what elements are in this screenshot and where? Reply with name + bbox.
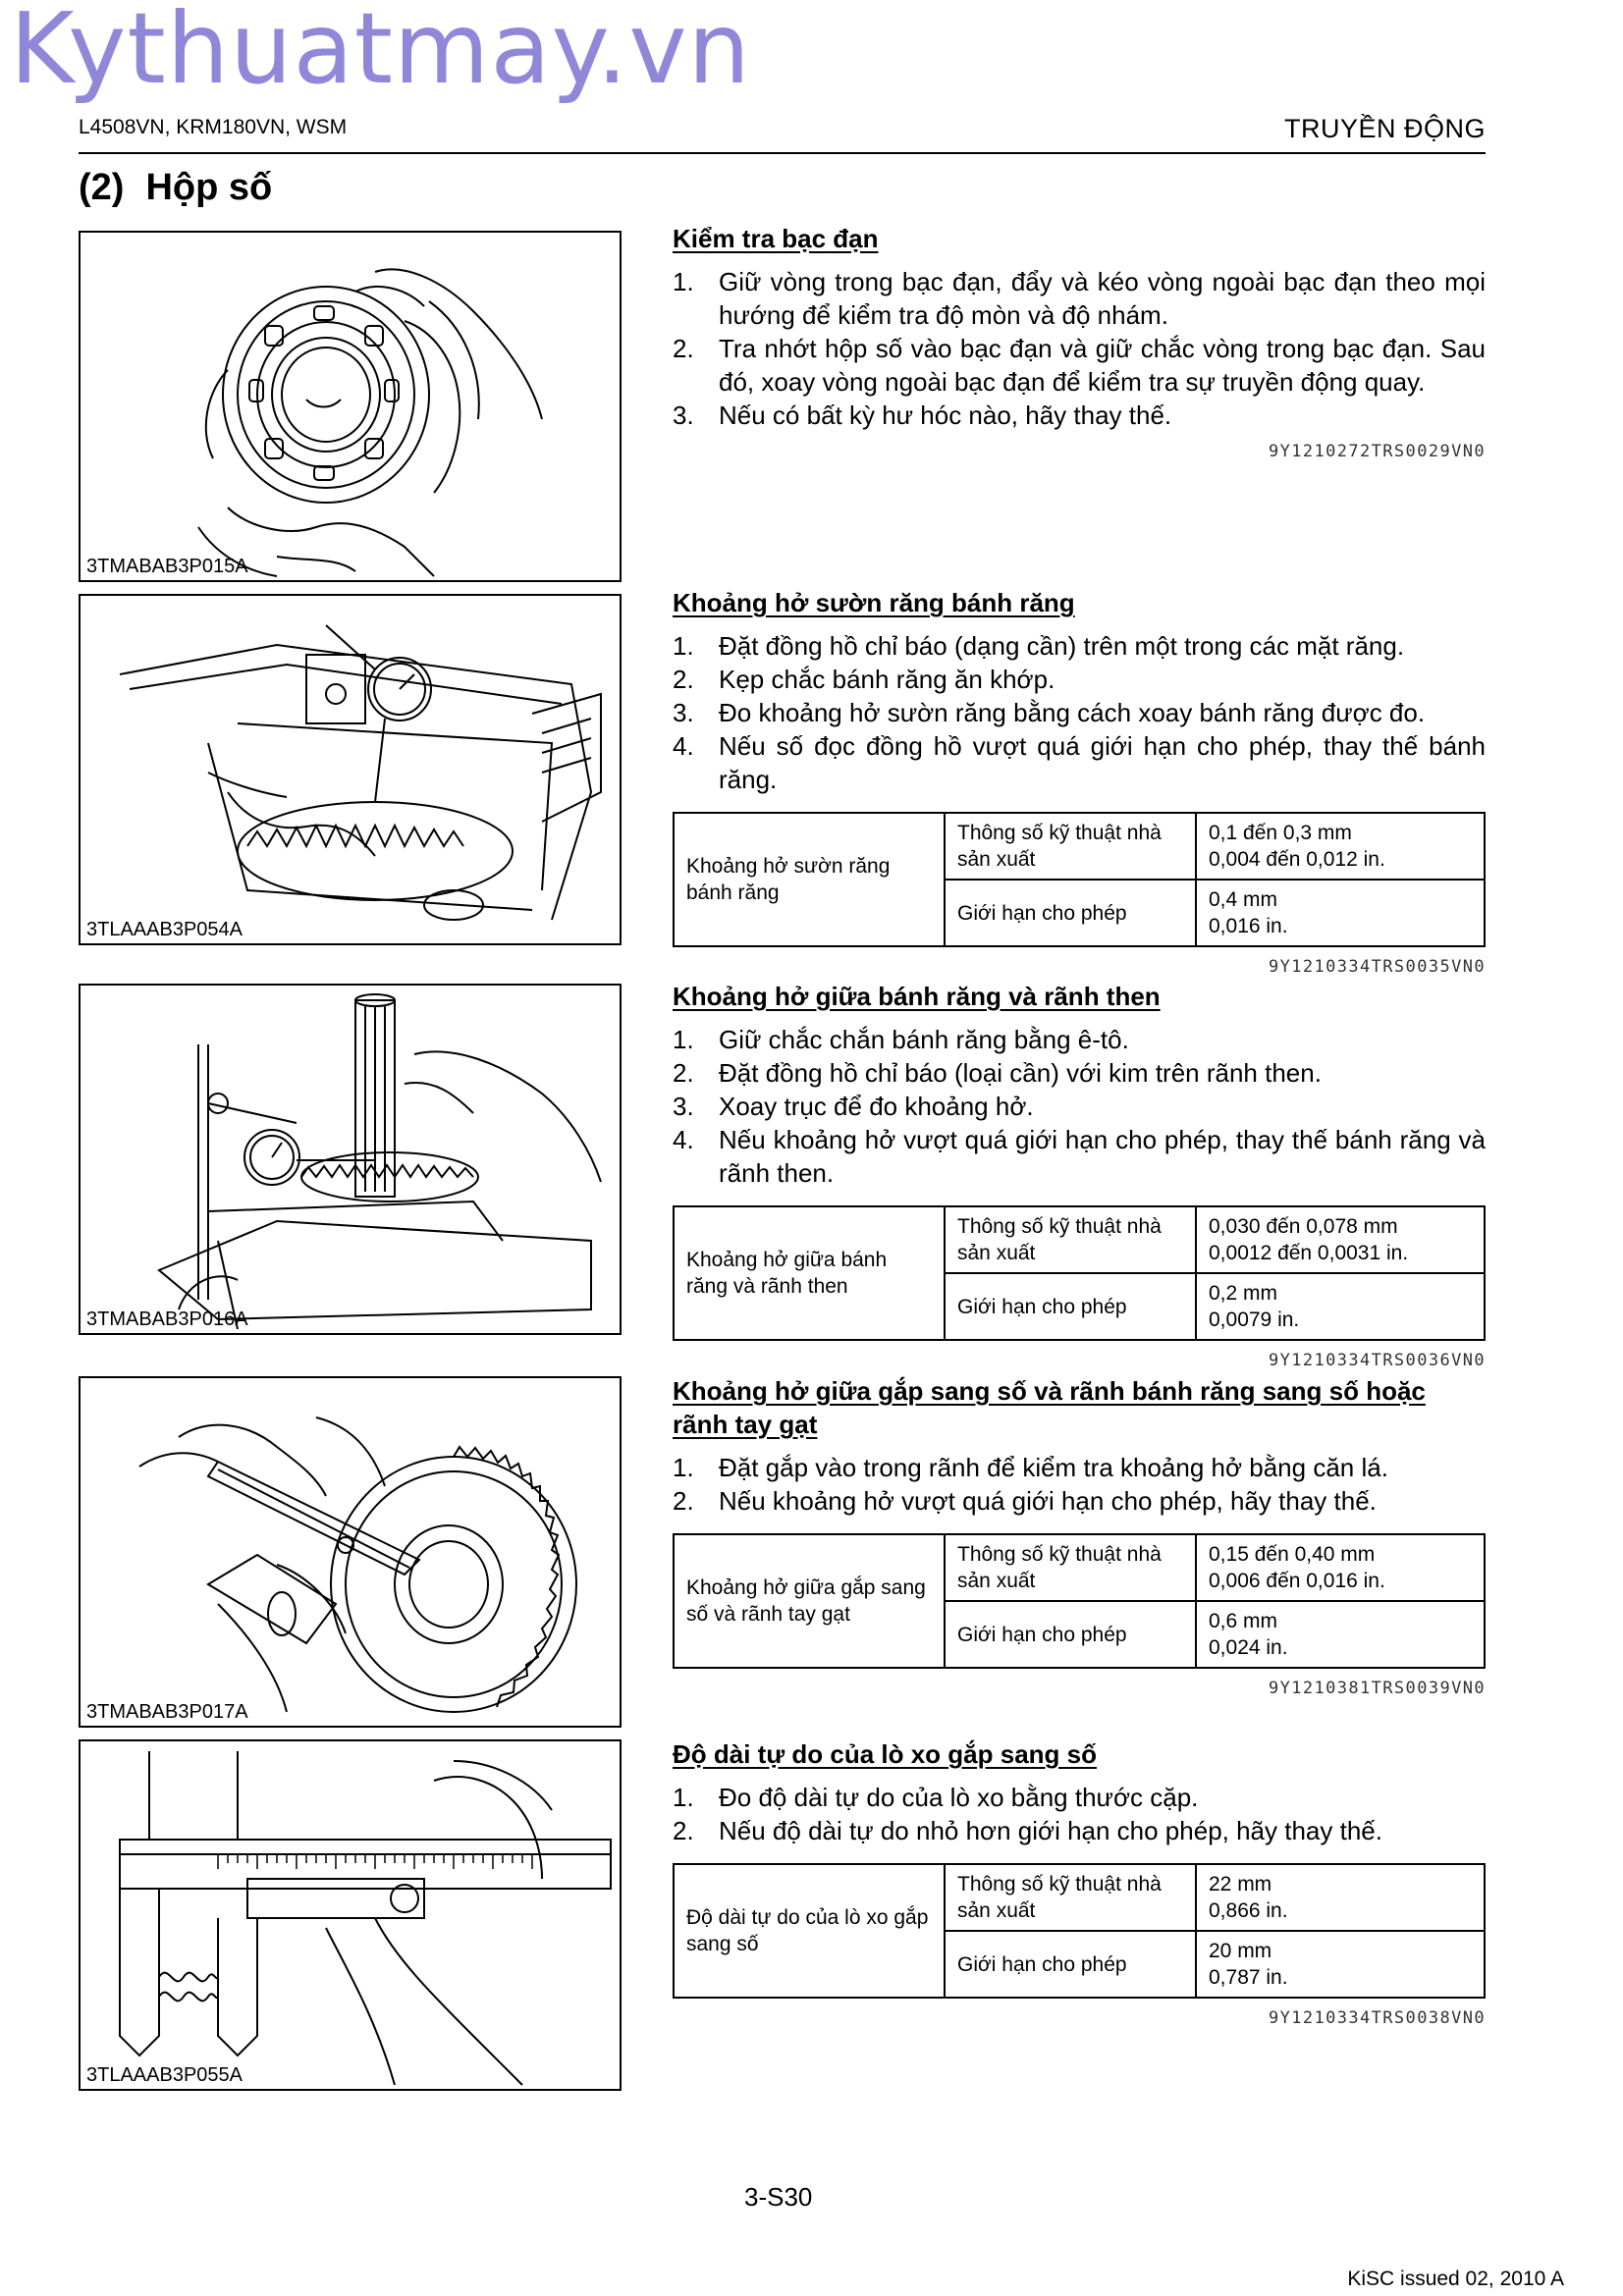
spec-value: 22 mm 0,866 in. — [1196, 1864, 1485, 1931]
step-list — [673, 629, 1486, 796]
block-bearing-check — [673, 222, 1486, 461]
spec-value: 20 mm 0,787 in. — [1196, 1931, 1485, 1998]
list-item: 1. Đo độ dài tự do của lò xo bằng thước cặp. — [673, 1783, 1199, 1812]
figure-caliper — [79, 1739, 622, 2091]
feeler-gauge-shift-fork-illustration — [81, 1378, 620, 1726]
header-divider — [79, 152, 1486, 154]
block-shift-fork — [673, 1374, 1486, 1698]
list-item: 3. Xoay trục để đo khoảng hở. — [673, 1092, 1034, 1121]
table-row — [674, 1534, 1485, 1601]
block-title: Độ dài tự do của lò xo gắp sang số — [673, 1739, 1097, 1769]
dial-indicator-gear-backlash-illustration — [81, 596, 620, 943]
section-title — [79, 167, 272, 209]
bearing-in-hands-illustration — [81, 233, 620, 580]
spec-label: Giới hạn cho phép — [945, 880, 1196, 946]
table-row — [674, 813, 1485, 880]
block-title: Kiểm tra bạc đạn — [673, 224, 879, 253]
spec-table — [673, 1205, 1486, 1341]
spec-value: 0,15 đến 0,40 mm 0,006 đến 0,016 in. — [1196, 1534, 1485, 1601]
block-title: Khoảng hở giữa bánh răng và rãnh then — [673, 982, 1161, 1011]
table-row — [674, 1206, 1485, 1273]
spec-value: 0,1 đến 0,3 mm 0,004 đến 0,012 in. — [1196, 813, 1485, 880]
section-number: (2) — [79, 167, 125, 208]
spec-label: Thông số kỹ thuật nhà sản xuất — [945, 1864, 1196, 1931]
figure-shift-fork — [79, 1376, 622, 1728]
page-number: 3-S30 — [744, 2182, 813, 2212]
step-list — [673, 1451, 1486, 1518]
document-code: 9Y1210334TRS0036VN0 — [1268, 1351, 1486, 1370]
figure-caption: 3TMABAB3P015A — [86, 556, 248, 577]
figure-caption: 3TMABAB3P016A — [86, 1308, 248, 1330]
spec-table — [673, 812, 1486, 947]
block-title: Khoảng hở sườn răng bánh răng — [673, 588, 1075, 617]
spec-label: Giới hạn cho phép — [945, 1273, 1196, 1340]
document-code: 9Y1210334TRS0035VN0 — [1268, 957, 1486, 977]
list-item: 2. Đặt đồng hồ chỉ báo (loại cần) với kim trên rãnh then. — [673, 1058, 1322, 1088]
list-item: 3. Nếu có bất kỳ hư hóc nào, hãy thay thế. — [673, 400, 1172, 430]
step-list — [673, 1781, 1486, 1847]
list-item: 2. Tra nhớt hộp số vào bạc đạn và giữ chắc vòng trong bạc đạn. Sau đó, xoay vòng ngoài bạc đạn để kiểm tra sự truyền động quay. — [673, 334, 1486, 397]
block-spring-length — [673, 1737, 1486, 2028]
list-item: 4. Nếu khoảng hở vượt quá giới hạn cho phép, thay thế bánh răng và rãnh then. — [673, 1125, 1486, 1188]
spec-value: 0,4 mm 0,016 in. — [1196, 880, 1485, 946]
block-title: Khoảng hở giữa gắp sang số và rãnh bánh răng sang số hoặc rãnh tay gạt — [673, 1376, 1426, 1439]
issue-note: KiSC issued 02, 2010 A — [1347, 2268, 1564, 2290]
header-manual-code: L4508VN, KRM180VN, WSM — [79, 116, 348, 138]
spec-label: Thông số kỹ thuật nhà sản xuất — [945, 1206, 1196, 1273]
document-code: 9Y1210381TRS0039VN0 — [1268, 1679, 1486, 1698]
spec-label: Giới hạn cho phép — [945, 1931, 1196, 1998]
block-gear-backlash — [673, 586, 1486, 977]
list-item: 4. Nếu số đọc đồng hồ vượt quá giới hạn cho phép, thay thế bánh răng. — [673, 731, 1486, 794]
watermark: Kythuatmay.vn — [10, 0, 751, 106]
figure-gear-backlash — [79, 594, 622, 945]
spec-item: Khoảng hở giữa bánh răng và rãnh then — [674, 1206, 945, 1340]
list-item: 1. Giữ chắc chắn bánh răng bằng ê-tô. — [673, 1025, 1129, 1054]
list-item: 1. Giữ vòng trong bạc đạn, đẩy và kéo vòng ngoài bạc đạn theo mọi hướng để kiểm tra độ mòn và độ nhám. — [673, 267, 1486, 330]
vernier-caliper-spring-illustration — [81, 1741, 620, 2089]
spec-value: 0,030 đến 0,078 mm 0,0012 đến 0,0031 in. — [1196, 1206, 1485, 1273]
step-list — [673, 265, 1486, 432]
list-item: 2. Kẹp chắc bánh răng ăn khớp. — [673, 665, 1055, 694]
list-item: 2. Nếu khoảng hở vượt quá giới hạn cho phép, hãy thay thế. — [673, 1486, 1377, 1516]
document-code: 9Y1210334TRS0038VN0 — [1268, 2008, 1486, 2028]
figure-caption: 3TMABAB3P017A — [86, 1701, 248, 1723]
block-gear-spline — [673, 980, 1486, 1370]
spec-item: Khoảng hở sườn răng bánh răng — [674, 813, 945, 946]
list-item: 3. Đo khoảng hở sườn răng bằng cách xoay bánh răng được đo. — [673, 698, 1426, 727]
spec-value: 0,6 mm 0,024 in. — [1196, 1601, 1485, 1668]
list-item: 1. Đặt gắp vào trong rãnh để kiểm tra khoảng hở bằng căn lá. — [673, 1453, 1388, 1482]
spec-label: Giới hạn cho phép — [945, 1601, 1196, 1668]
spec-item: Khoảng hở giữa gắp sang số và rãnh tay gạt — [674, 1534, 945, 1668]
spec-table — [673, 1863, 1486, 1999]
figure-caption: 3TLAAAB3P055A — [86, 2064, 243, 2086]
spec-table — [673, 1533, 1486, 1669]
spec-label: Thông số kỹ thuật nhà sản xuất — [945, 813, 1196, 880]
figure-caption: 3TLAAAB3P054A — [86, 919, 243, 940]
step-list — [673, 1023, 1486, 1190]
spec-label: Thông số kỹ thuật nhà sản xuất — [945, 1534, 1196, 1601]
figure-bearing — [79, 231, 622, 582]
document-code: 9Y1210272TRS0029VN0 — [1268, 442, 1486, 461]
spec-item: Độ dài tự do của lò xo gắp sang số — [674, 1864, 945, 1998]
dial-indicator-spline-shaft-illustration — [81, 986, 620, 1333]
list-item: 1. Đặt đồng hồ chỉ báo (dạng cần) trên một trong các mặt răng. — [673, 631, 1405, 661]
table-row — [674, 1864, 1485, 1931]
list-item: 2. Nếu độ dài tự do nhỏ hơn giới hạn cho phép, hãy thay thế. — [673, 1816, 1382, 1845]
header-chapter-title: TRUYỀN ĐỘNG — [1283, 114, 1486, 143]
figure-spline-shaft — [79, 984, 622, 1335]
section-name: Hộp số — [145, 167, 273, 208]
spec-value: 0,2 mm 0,0079 in. — [1196, 1273, 1485, 1340]
